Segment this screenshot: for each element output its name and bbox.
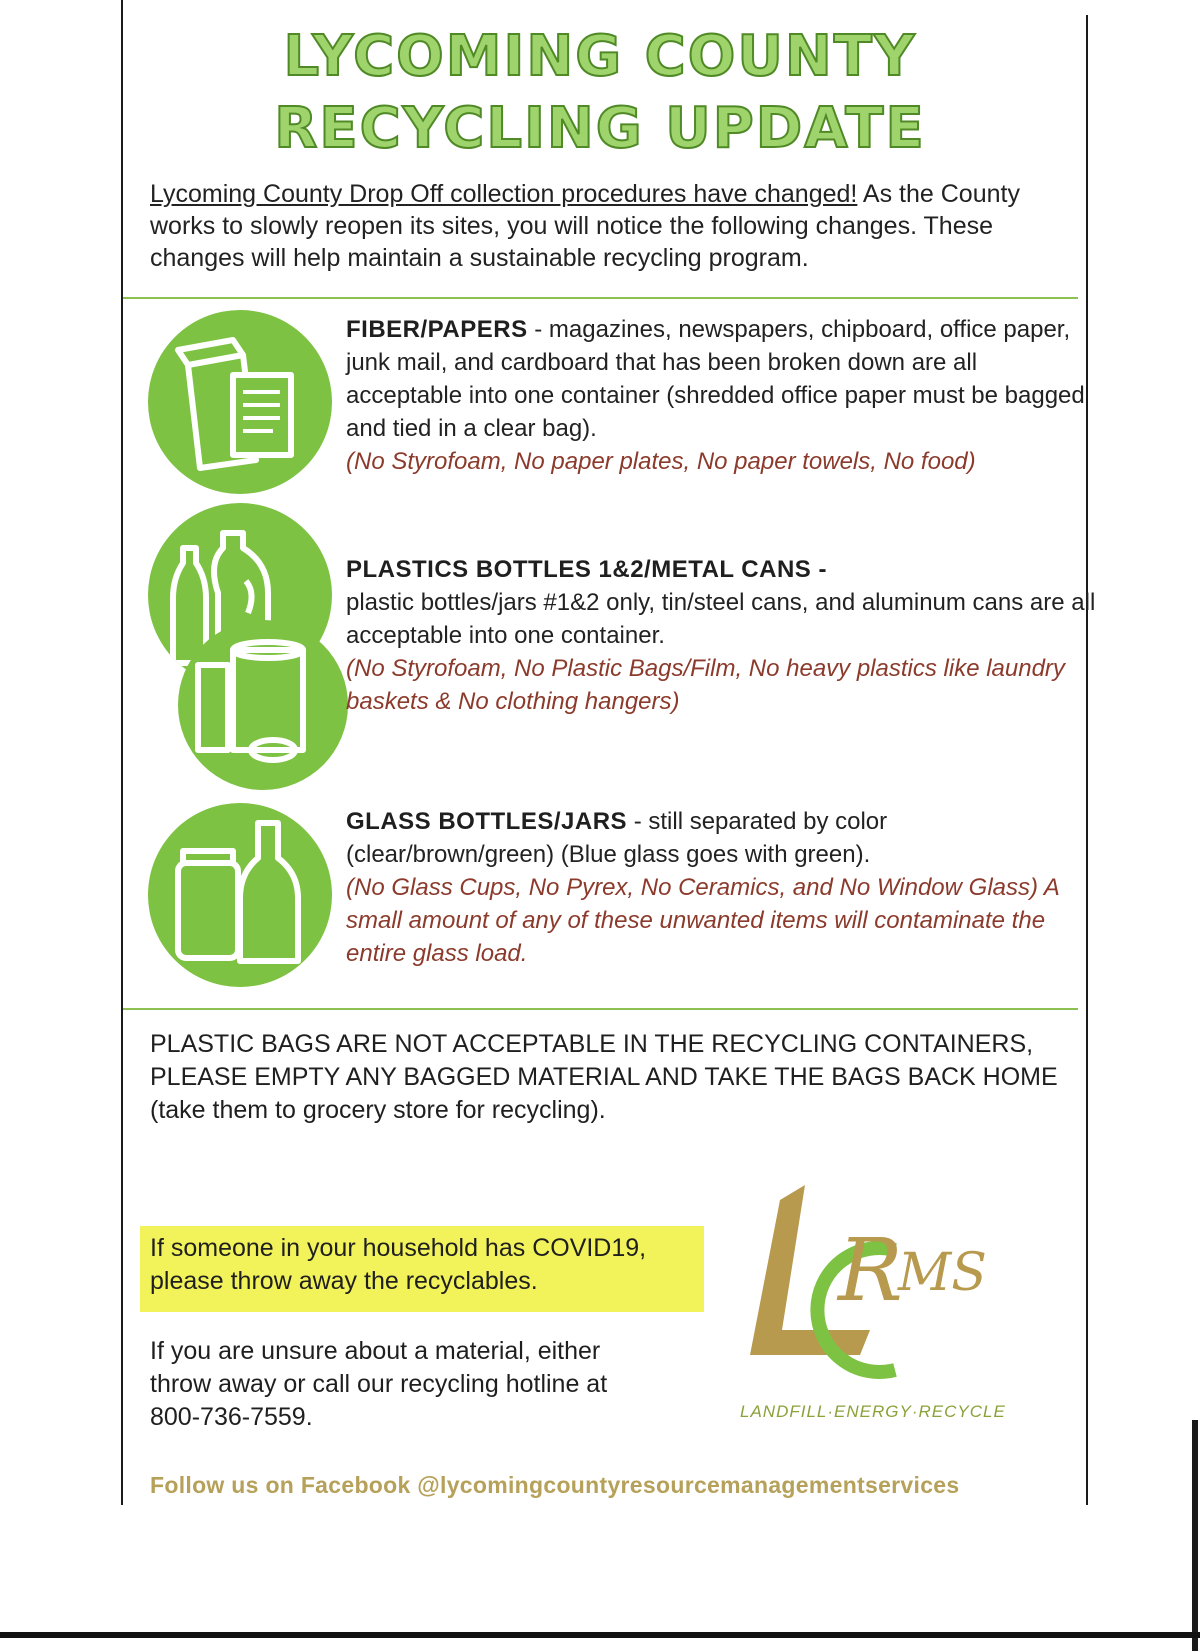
svg-text:MS: MS	[898, 1243, 987, 1303]
hotline-notice: If you are unsure about a material, either throw away or call our recycling hotline at 800-736-7559.	[150, 1337, 608, 1431]
plastic-bags-notice	[150, 1028, 1070, 1127]
bottom-edge-mark	[0, 1632, 1200, 1638]
svg-text:R: R	[838, 1221, 903, 1321]
divider-top	[123, 297, 1078, 299]
logo-tagline: LANDFILL·ENERGY·RECYCLE	[740, 1402, 1006, 1421]
fiber-heading: FIBER/PAPERS	[346, 316, 528, 343]
glass-section	[346, 805, 1096, 970]
fiber-body: - magazines, newspapers, chipboard, office paper, junk mail, and cardboard that has been broken down are all acceptable into one container (shredded office paper must be bagged and tied in a clear bag).	[346, 316, 1085, 442]
plastic-bags-caps: PLASTIC BAGS ARE NOT ACCEPTABLE IN THE RECYCLING CONTAINERS, PLEASE EMPTY ANY BAGGED MATERIAL AND TAKE THE BAGS BACK HOME	[150, 1030, 1058, 1091]
covid-notice: If someone in your household has COVID19, please throw away the recyclables.	[150, 1234, 647, 1295]
metal-cans-icon	[178, 620, 348, 790]
lcrms-logo	[720, 1180, 1040, 1390]
facebook-follow[interactable]: Follow us on Facebook @lycomingcountyresourcemanagementservices	[150, 1472, 960, 1498]
plastics-section: PLASTICS BOTTLES 1&2/METAL CANS - plastic bottles/jars #1&2 only, tin/steel cans, and aluminum cans are all acceptable into one container. (No Styrofoam, No Plastic Bags/Film, No heavy plastics like laundry baskets & No clothing hangers)	[346, 553, 1096, 718]
fiber-section	[346, 313, 1096, 478]
page-title-line-1: LYCOMING COUNTY	[283, 24, 917, 89]
intro-paragraph	[150, 178, 1060, 274]
glass-body: - still separated by color (clear/brown/green) (Blue glass goes with green).	[346, 808, 888, 868]
intro-underlined: Lycoming County Drop Off collection procedures have changed!	[150, 180, 858, 208]
plastics-body: plastic bottles/jars #1&2 only, tin/steel cans, and aluminum cans are all acceptable into one container.	[346, 589, 1096, 649]
paper-icon	[148, 310, 332, 494]
plastics-note: (No Styrofoam, No Plastic Bags/Film, No heavy plastics like laundry baskets & No clothing hangers)	[346, 655, 1065, 715]
glass-heading: GLASS BOTTLES/JARS	[346, 808, 628, 835]
glass-jar-icon	[148, 803, 332, 987]
plastics-heading: PLASTICS BOTTLES 1&2/METAL CANS	[346, 556, 812, 583]
left-border	[121, 0, 123, 1505]
right-edge-mark	[1192, 1420, 1198, 1651]
divider-bottom	[123, 1008, 1078, 1010]
glass-note: (No Glass Cups, No Pyrex, No Ceramics, and No Window Glass) A small amount of any of these unwanted items will contaminate the entire glass load.	[346, 874, 1059, 967]
fiber-note: (No Styrofoam, No paper plates, No paper towels, No food)	[346, 448, 976, 475]
page-title-line-2: RECYCLING UPDATE	[274, 96, 926, 161]
intro-rest: As the County works to slowly reopen its sites, you will notice the following changes. These changes will help maintain a sustainable recycling program.	[150, 180, 1020, 272]
right-border	[1086, 15, 1088, 1505]
plastic-bags-rest: (take them to grocery store for recycling).	[150, 1096, 606, 1124]
